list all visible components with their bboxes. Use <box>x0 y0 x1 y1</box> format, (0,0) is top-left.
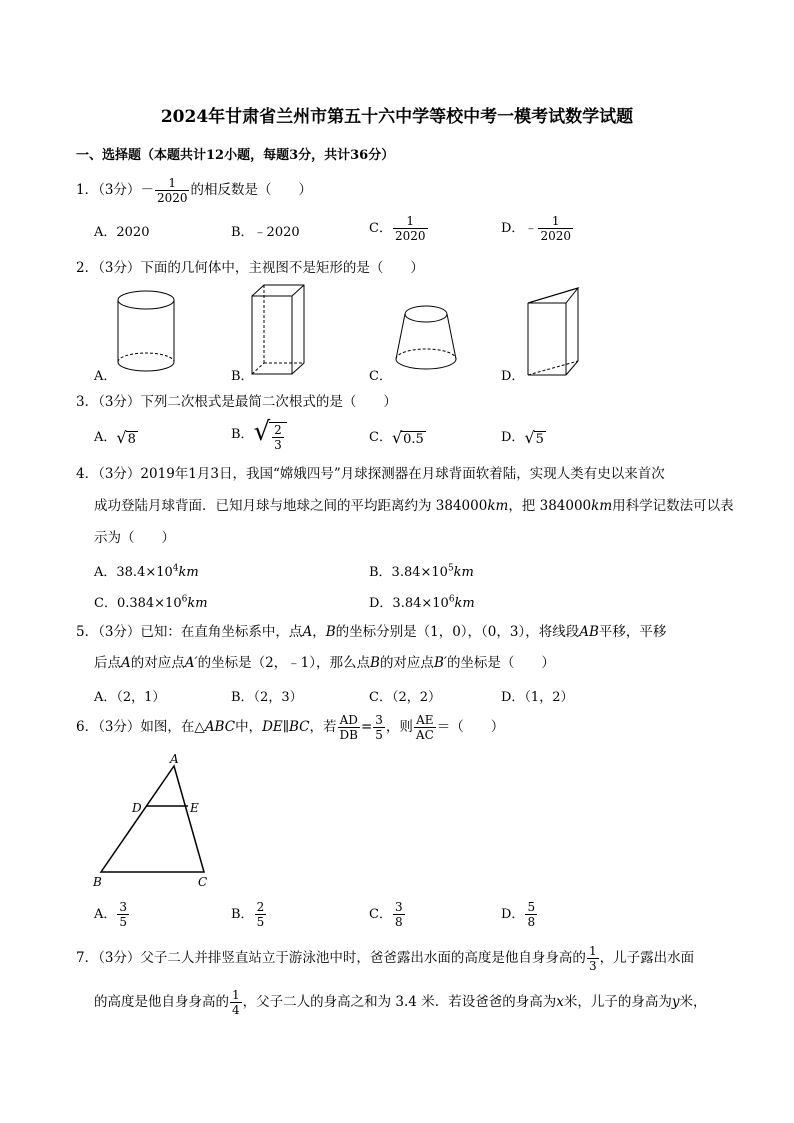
triangle-label: ABC <box>204 719 236 735</box>
denominator: 8 <box>527 915 536 929</box>
question-1-number: 1．（3分） <box>76 182 141 198</box>
unit: km <box>187 596 208 611</box>
q1-option-d[interactable] <box>501 214 574 243</box>
text-span: ，则 <box>385 719 413 735</box>
text-span: 米，儿子的身高为 <box>563 994 672 1010</box>
text-span: 的对应点 <box>379 655 434 671</box>
fraction <box>525 900 537 929</box>
q2-option-b[interactable]: B． <box>231 369 254 384</box>
unit: km <box>454 596 475 611</box>
option-label: D． <box>501 430 525 445</box>
q2-option-d[interactable]: D． <box>501 369 525 384</box>
option-label: C． <box>369 221 392 236</box>
denominator: 2020 <box>156 191 188 205</box>
question-4-line-1: 4．（3分）2019年1月3日，我国“嫦娥四号”月球探测器在月球背面软着陆，实现人类有史以来首次 <box>76 466 665 482</box>
point-label: B <box>325 624 336 640</box>
question-7-line-1 <box>76 944 694 973</box>
triangle-figure <box>90 752 220 892</box>
q2-option-c[interactable]: C． <box>369 369 392 384</box>
numerator: 1 <box>168 176 177 190</box>
point-label: B <box>370 655 380 671</box>
unit: km <box>453 565 474 580</box>
fraction <box>373 713 385 742</box>
numerator: AE <box>416 713 434 727</box>
vertex-b-label: B <box>93 875 102 889</box>
option-label: A． <box>94 430 117 445</box>
text-span: 中， <box>235 719 263 735</box>
parallel-symbol: ∥ <box>282 719 289 735</box>
numerator: 3 <box>394 900 403 914</box>
q5-option-b[interactable]: B．（2，3） <box>231 690 303 705</box>
text-span: ，把 384000 <box>508 498 592 514</box>
text-span: 的坐标是（2，﹣1），那么点 <box>197 655 371 671</box>
text-span: 平移，平移 <box>598 624 667 640</box>
variable-y: y <box>671 994 680 1010</box>
q6-option-a[interactable] <box>94 900 130 929</box>
text-span: 的坐标是（ ） <box>446 655 555 671</box>
option-label: B． <box>231 907 254 922</box>
q5-option-d[interactable]: D．（1，2） <box>501 690 574 705</box>
question-2: 2．（3分）下面的几何体中，主视图不是矩形的是（ ） <box>76 260 424 276</box>
radical: √ $\frac{2}{3}$ <box>254 417 287 452</box>
denominator: DB <box>339 728 358 742</box>
unit: km <box>178 565 199 580</box>
point-label: A <box>302 624 313 640</box>
segment-label: BC <box>289 719 310 735</box>
question-3: 3．（3分）下列二次根式是最简二次根式的是（ ） <box>76 394 397 410</box>
text-span: ，父子二人的身高之和为 3.4 米．若设爸爸的身高为 <box>242 994 557 1010</box>
numerator: 2 <box>256 900 265 914</box>
frustum-figure <box>393 303 459 375</box>
numerator: 3 <box>375 713 383 727</box>
option-label: C． <box>369 430 392 445</box>
text-span: D．3.84×10 <box>369 596 449 611</box>
fraction <box>117 900 129 929</box>
q1-option-a[interactable]: A．2020 <box>94 225 150 240</box>
text-span: 的坐标分别是（1，0），（0，3），将线段 <box>335 624 580 640</box>
q4-option-b[interactable] <box>369 561 474 580</box>
denominator: 3 <box>588 959 597 973</box>
q6-option-d[interactable] <box>501 900 538 929</box>
text-span: 7．（3分）父子二人并排竖直站立于游泳池中时，爸爸露出水面的高度是他自身身高的 <box>76 950 586 966</box>
denominator: 2020 <box>394 229 426 243</box>
radicand: 8 <box>127 432 136 447</box>
denominator: 2020 <box>540 229 571 243</box>
q1-option-b[interactable]: B．﹣2020 <box>231 225 300 240</box>
q2-option-a[interactable]: A． <box>94 369 117 384</box>
numerator: AD <box>339 713 358 727</box>
text-span: ＝（ ） <box>436 719 505 735</box>
question-5-line-1 <box>76 622 666 642</box>
text-span: 成功登陆月球背面．已知月球与地球之间的平均距离约为 384000 <box>94 498 488 514</box>
fraction <box>338 713 360 742</box>
denominator: 3 <box>274 437 282 452</box>
radicand: 5 <box>535 432 544 447</box>
cylinder-figure <box>115 288 177 376</box>
exponent: 5 <box>447 563 454 574</box>
q4-option-a[interactable] <box>94 561 199 580</box>
segment-label: DE <box>262 719 283 735</box>
radicand: 0.5 <box>403 432 424 447</box>
radical: √8 <box>116 428 136 447</box>
fraction <box>255 900 267 929</box>
text-span: 的高度是他自身身高的 <box>94 994 229 1010</box>
exponent: 6 <box>448 594 455 605</box>
numerator: 1 <box>588 944 597 958</box>
numerator: 1 <box>406 214 415 228</box>
question-6 <box>76 713 504 742</box>
q1-option-c[interactable] <box>369 214 429 243</box>
q3-option-d[interactable] <box>501 426 546 447</box>
numerator: 3 <box>119 900 128 914</box>
question-4-line-3: 示为（ ） <box>94 530 175 546</box>
variable-x: x <box>556 994 564 1010</box>
q6-option-b[interactable] <box>231 900 267 929</box>
numerator: 1 <box>551 214 560 228</box>
exponent: 4 <box>172 563 179 574</box>
text-span: B．3.84×10 <box>369 565 448 580</box>
option-label: C． <box>369 907 392 922</box>
q5-option-a[interactable]: A．（2，1） <box>94 690 166 705</box>
q4-option-d[interactable] <box>369 592 475 611</box>
equals-sign: = <box>360 719 373 735</box>
triangular-prism-figure <box>524 283 582 379</box>
numerator: 2 <box>274 422 282 437</box>
q3-option-c[interactable] <box>369 426 426 447</box>
question-4-line-2 <box>94 496 734 516</box>
vertex-c-label: C <box>198 875 208 889</box>
denominator: 5 <box>256 915 265 929</box>
point-d-label: D <box>132 801 142 815</box>
q6-option-c[interactable] <box>369 900 406 929</box>
question-7-line-2 <box>94 988 706 1017</box>
text-span: 后点 <box>94 655 121 671</box>
q3-option-b[interactable] <box>231 417 287 452</box>
vertex-a-label: A <box>170 752 179 766</box>
q5-option-c[interactable]: C．（2，2） <box>369 690 441 705</box>
denominator: 4 <box>232 1003 240 1017</box>
radical: √0.5 <box>391 428 424 447</box>
question-1-tail: 的相反数是（ ） <box>190 182 312 198</box>
fraction <box>155 176 190 205</box>
text-span: A．38.4×10 <box>94 565 173 580</box>
text-span: 米， <box>679 994 707 1010</box>
fraction <box>230 988 242 1017</box>
text-span: 5．（3分）已知：在直角坐标系中，点 <box>76 624 303 640</box>
point-e-label: E <box>190 801 199 815</box>
text-span: ，若 <box>309 719 337 735</box>
text-span: 用科学记数法可以表 <box>612 498 734 514</box>
denominator: 5 <box>119 915 128 929</box>
text-span: C．0.384×10 <box>94 596 182 611</box>
page-title: 2024年甘肃省兰州市第五十六中学等校中考一模考试数学试题 <box>160 107 634 127</box>
text-span: ，儿子露出水面 <box>599 950 695 966</box>
option-label: D． <box>501 907 525 922</box>
fraction <box>414 713 436 742</box>
fraction <box>587 944 599 973</box>
unit: km <box>591 498 613 514</box>
point-label: A′ <box>184 655 198 671</box>
radical: √5 <box>524 428 544 447</box>
exponent: 6 <box>181 594 188 605</box>
fraction <box>538 214 573 243</box>
denominator: 5 <box>375 728 383 742</box>
denominator: 8 <box>394 915 403 929</box>
q3-option-a[interactable] <box>94 426 138 447</box>
unit: km <box>487 498 509 514</box>
section-heading: 一、选择题（本题共计12小题，每题3分，共计36分） <box>76 148 395 163</box>
text-span: 的对应点 <box>130 655 185 671</box>
fraction <box>393 214 428 243</box>
fraction <box>393 900 405 929</box>
question-1 <box>76 176 312 205</box>
denominator: AC <box>415 728 434 742</box>
option-label: B． <box>231 426 254 442</box>
option-label: A． <box>94 907 117 922</box>
q4-option-c[interactable] <box>94 592 208 611</box>
point-label: B′ <box>433 655 447 671</box>
cuboid-figure <box>248 282 308 378</box>
segment-label: AB <box>579 624 599 640</box>
option-label: D．﹣ <box>501 221 538 236</box>
numerator: 1 <box>232 988 240 1002</box>
numerator: 5 <box>527 900 536 914</box>
neg-sign: － <box>140 182 154 198</box>
text-span: 6．（3分）如图，在△ <box>76 719 205 735</box>
point-label: A <box>121 655 131 671</box>
question-5-line-2 <box>94 653 555 673</box>
text-span: ， <box>312 624 326 640</box>
